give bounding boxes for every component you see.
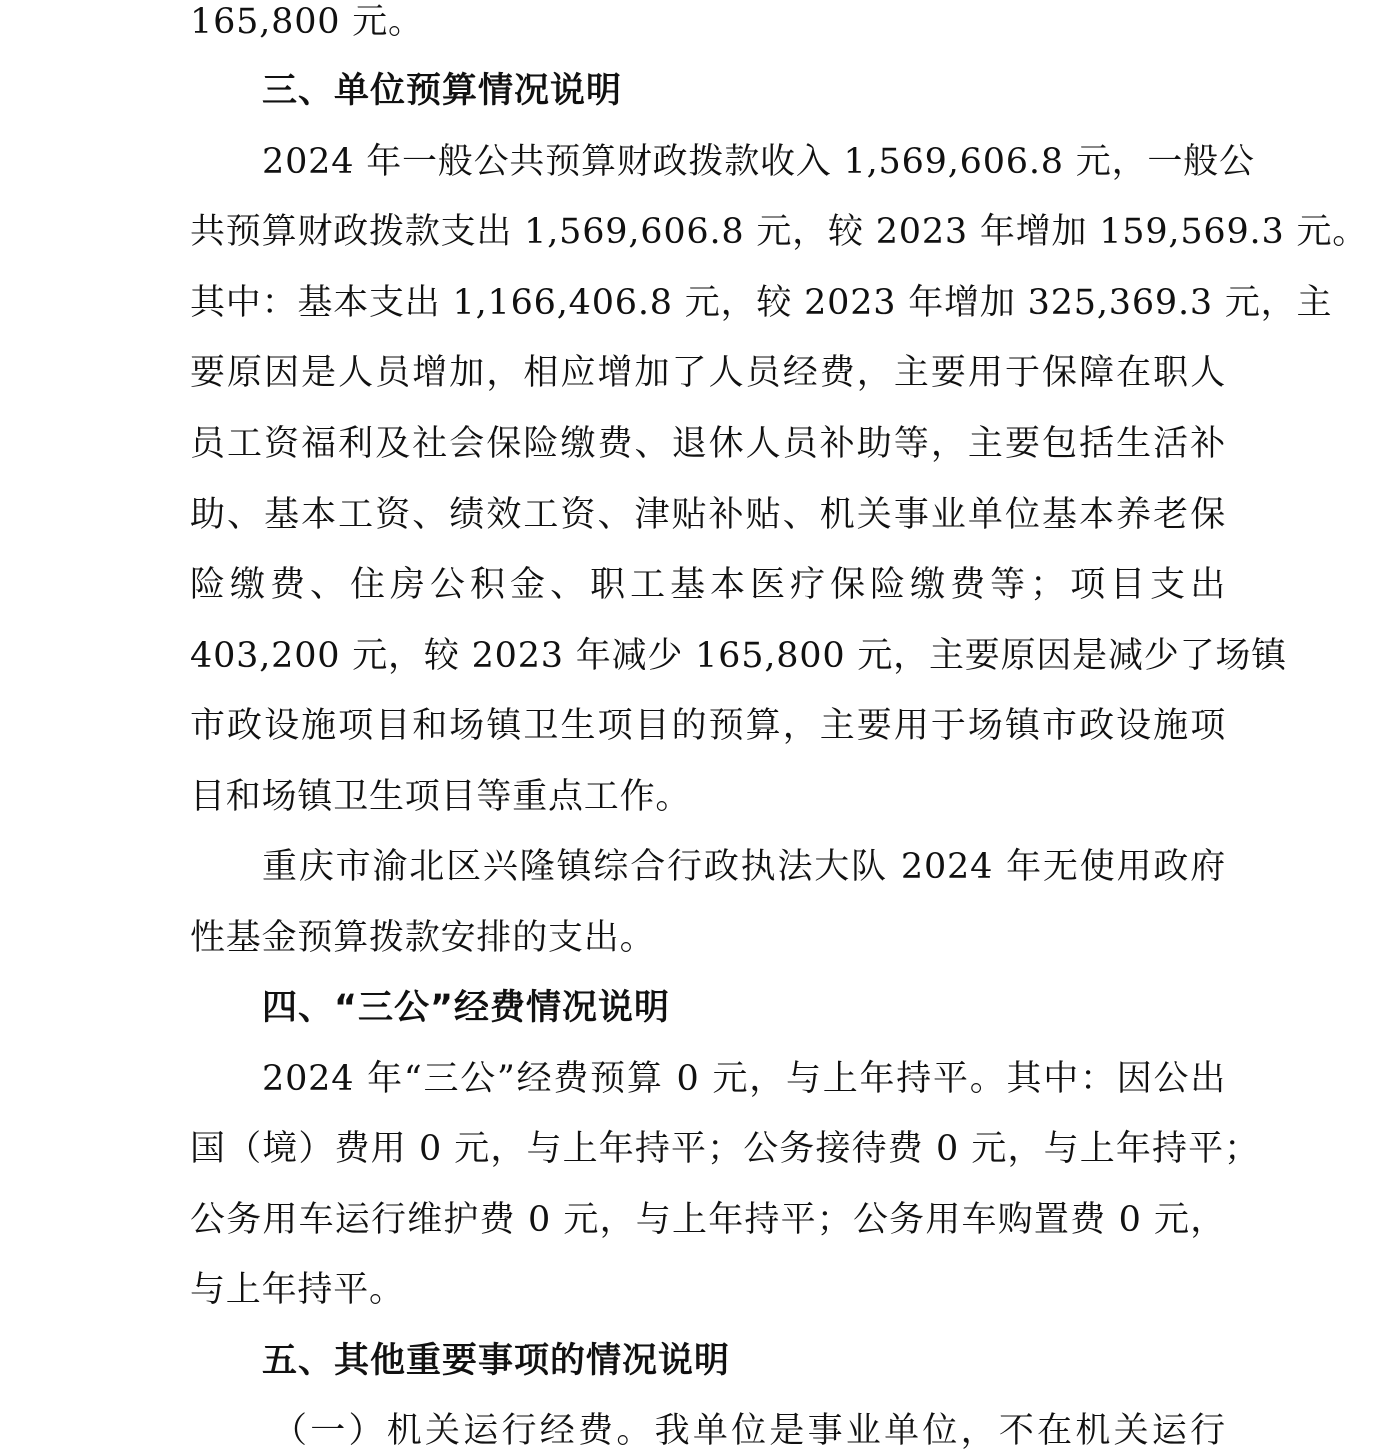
text-line: 目和场镇卫生项目等重点工作。 xyxy=(190,777,692,817)
text-line: 性基金预算拨款安排的支出。 xyxy=(190,918,656,958)
text-line: 共预算财政拨款支出 1,569,606.8 元，较 2023 年增加 159,569.3 元。 xyxy=(190,212,1369,252)
text-line: 要原因是人员增加，相应增加了人员经费，主要用于保障在职人 xyxy=(190,353,1226,393)
text-line: 165,800 元。 xyxy=(190,2,424,42)
text-line: 重庆市渝北区兴隆镇综合行政执法大队 2024 年无使用政府 xyxy=(262,847,1226,887)
text-line: 国（境）费用 0 元，与上年持平；公务接待费 0 元，与上年持平； xyxy=(190,1129,1260,1169)
text-line: 其中：基本支出 1,166,406.8 元，较 2023 年增加 325,369.3 元，主 xyxy=(190,283,1333,323)
text-line: 公务用车运行维护费 0 元，与上年持平；公务用车购置费 0 元， xyxy=(190,1200,1226,1240)
text-line: 员工资福利及社会保险缴费、退休人员补助等，主要包括生活补 xyxy=(190,424,1226,464)
section-heading-5: 五、其他重要事项的情况说明 xyxy=(262,1341,731,1381)
text-line: （一）机关运行经费。我单位是事业单位，不在机关运行 xyxy=(272,1411,1226,1451)
text-line: 2024 年“三公”经费预算 0 元，与上年持平。其中：因公出 xyxy=(262,1059,1226,1099)
text-line: 险缴费、住房公积金、职工基本医疗保险缴费等；项目支出 xyxy=(190,565,1226,605)
text-line: 助、基本工资、绩效工资、津贴补贴、机关事业单位基本养老保 xyxy=(190,495,1226,535)
text-line: 2024 年一般公共预算财政拨款收入 1,569,606.8 元，一般公 xyxy=(262,142,1255,182)
text-line: 与上年持平。 xyxy=(190,1270,405,1310)
section-heading-3: 三、单位预算情况说明 xyxy=(262,71,623,111)
text-line: 403,200 元，较 2023 年减少 165,800 元，主要原因是减少了场镇 xyxy=(190,636,1287,676)
text-line: 市政设施项目和场镇卫生项目的预算，主要用于场镇市政设施项 xyxy=(190,706,1226,746)
section-heading-4: 四、“三公”经费情况说明 xyxy=(262,988,671,1028)
